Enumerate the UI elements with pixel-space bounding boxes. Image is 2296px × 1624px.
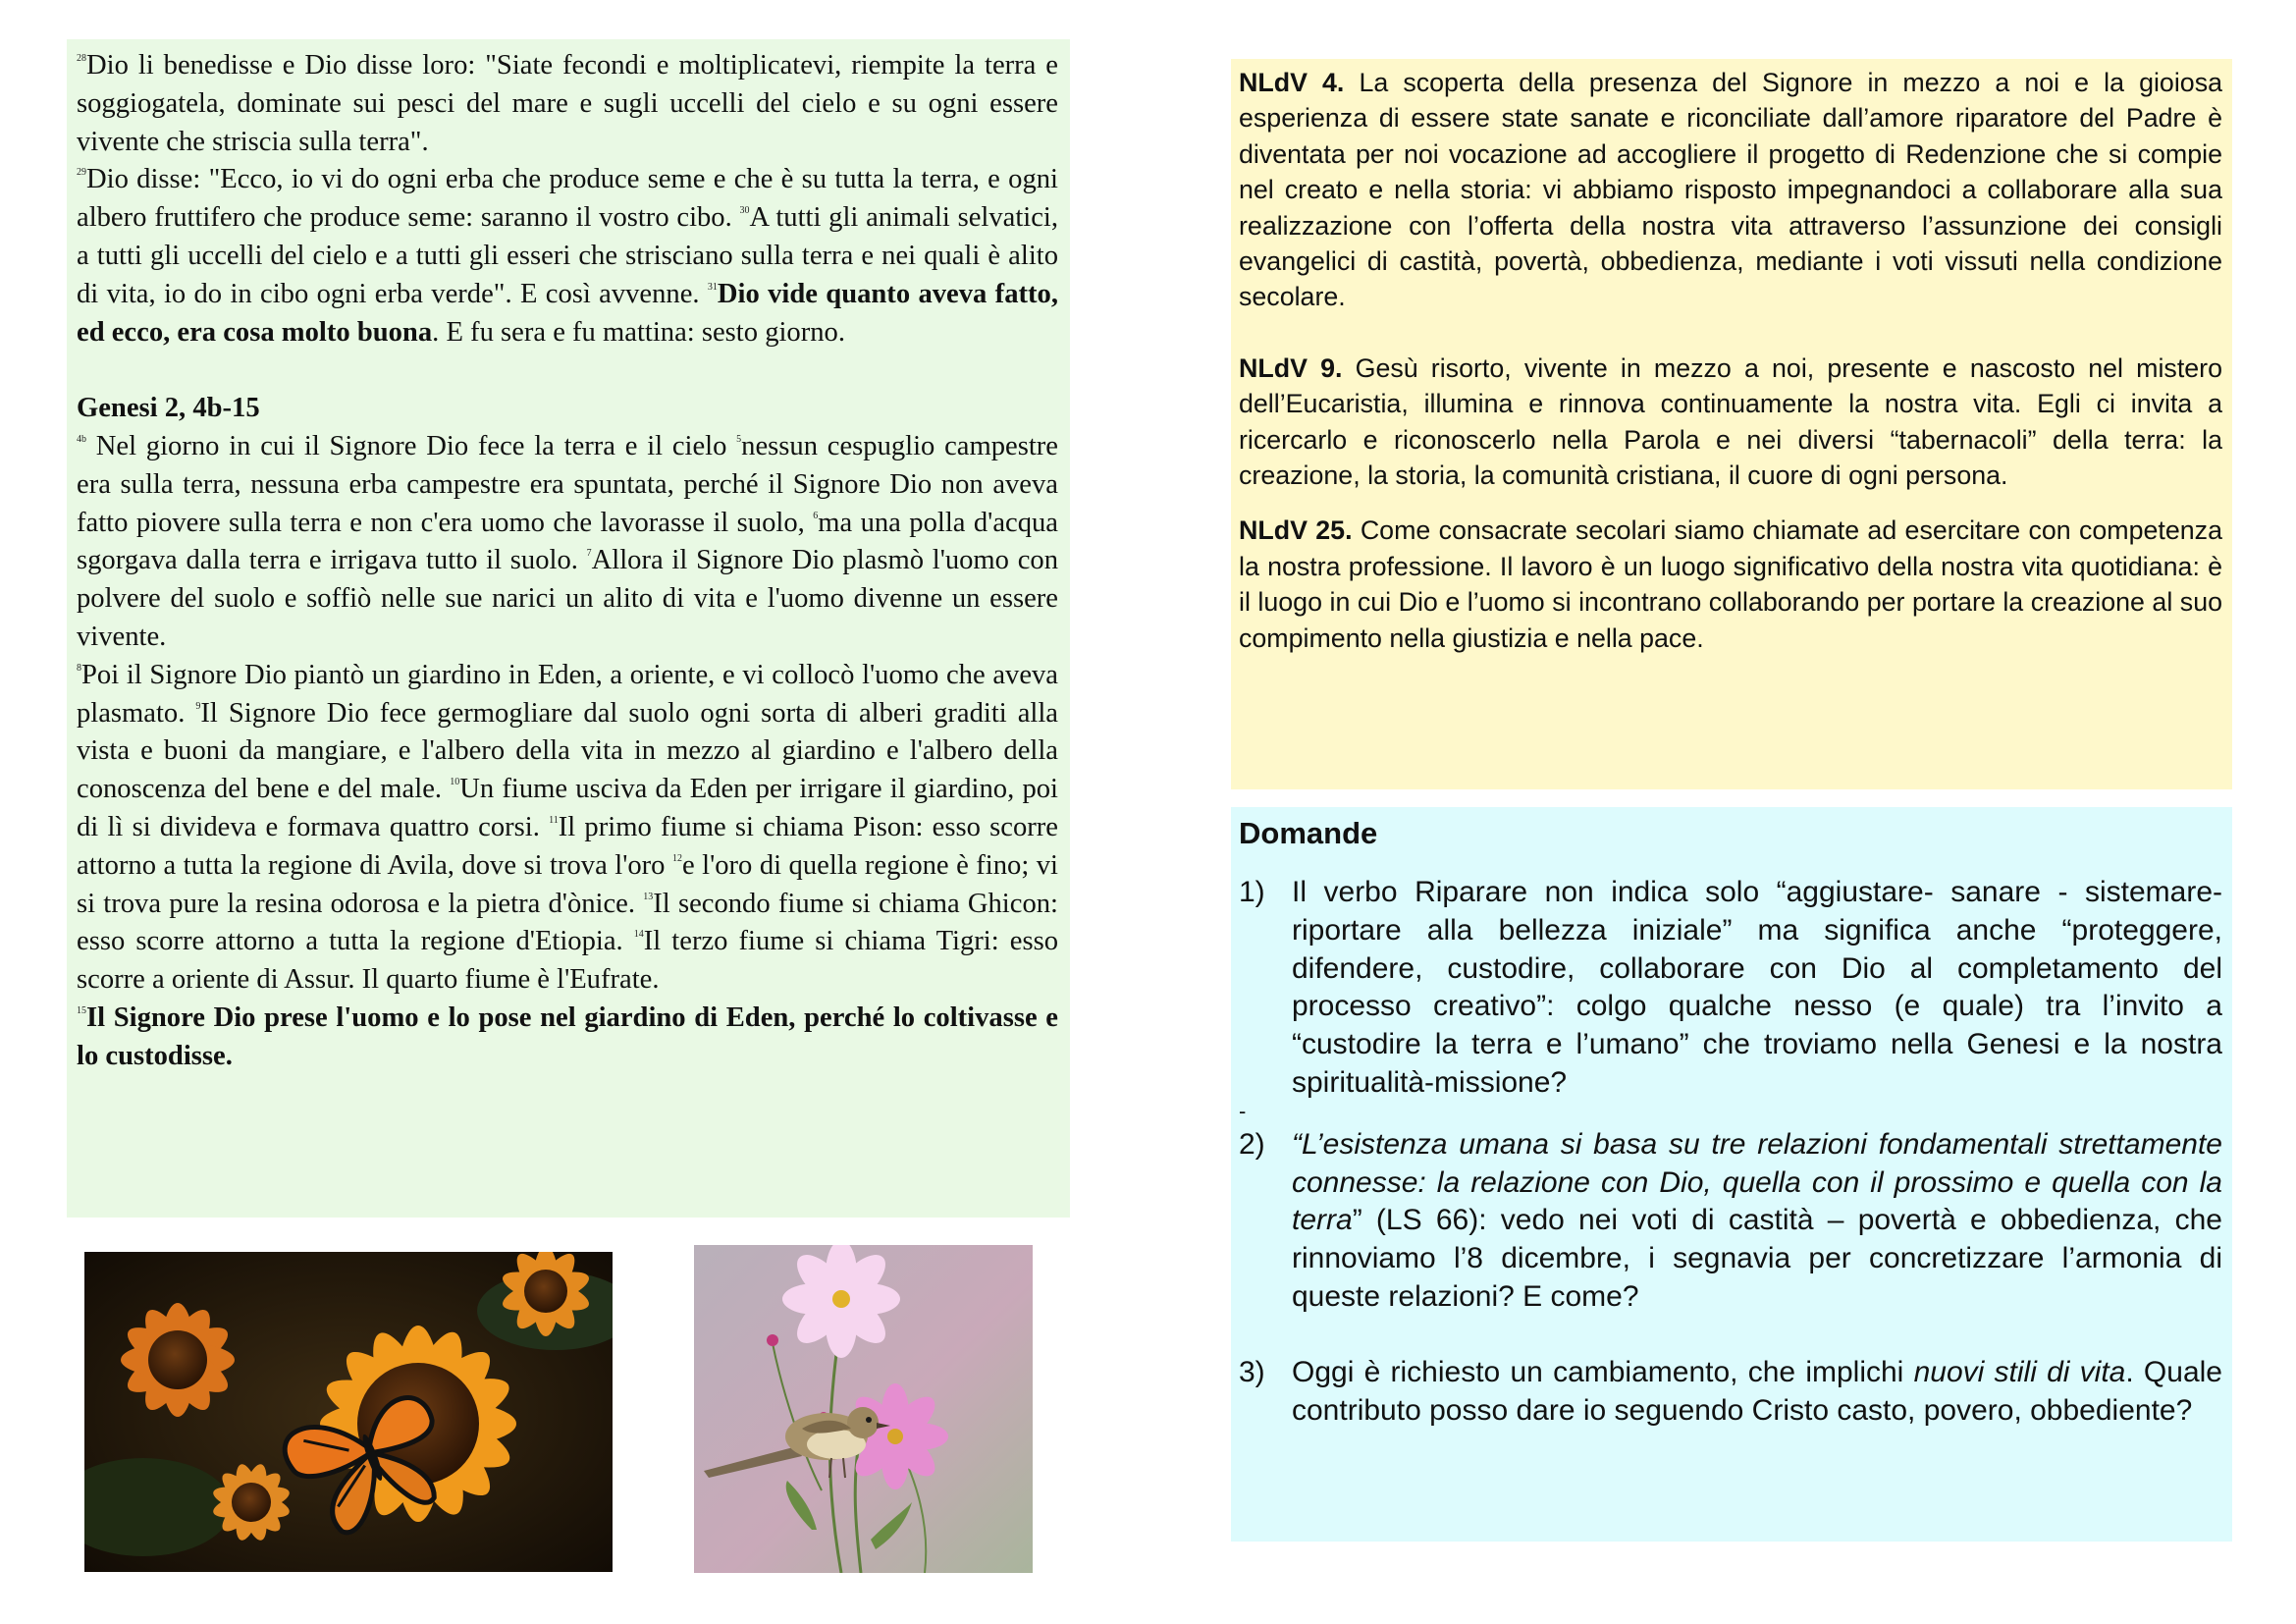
genesis-paragraph-3 [77, 428, 1058, 657]
verse-number: 4b [77, 433, 86, 445]
verse-text: Poi il Signore Dio piantò un giardino in Eden, a oriente, e vi collocò l'uomo che aveva plasmato. [77, 659, 1058, 729]
verse-text: Nel giorno in cui il Signore Dio fece la terra e il cielo [86, 430, 737, 461]
verse-text-bold: Dio vide quanto aveva fatto, ed ecco, era cosa molto buona [77, 278, 1058, 348]
question-text-part: . Quale contributo posso dare io seguendo Cristo casto, povero, obbediente? [1292, 1355, 2222, 1427]
verse-number: 9 [195, 700, 201, 712]
nldv-quotes-panel [1231, 59, 2232, 789]
nldv-label: NLdV 25. [1239, 515, 1353, 546]
verse-number: 10 [450, 777, 460, 788]
question-text: Il verbo Riparare non indica solo “aggiustare- sanare - sistemare-riportare alla bellezza iniziale” ma significa anche “proteggere, difendere, custodire, collaborare con Dio al completamento del processo creativo”: colgo qualche nesso (e quale) tra l’invito a “custodire la terra e l’umano” che troviamo nella Genesi e la nostra spiritualità-missione? [1292, 876, 2222, 1099]
bird-cosmos-flowers-photo [694, 1245, 1033, 1573]
verse-text: Il Signore Dio fece germogliare dal suolo ogni sorta di alberi graditi alla vista e buoni da mangiare, e l'albero della vita in mezzo al giardino e l'albero della conoscenza del bene e del male. [77, 697, 1058, 805]
verse-number: 29 [77, 167, 86, 179]
nldv-quote-25 [1239, 513, 2222, 656]
verse-number: 12 [671, 852, 682, 864]
genesis-text-panel [67, 39, 1070, 1218]
question-number: 1) [1239, 876, 1265, 908]
verse-text: Dio li benedisse e Dio disse loro: "Siate fecondi e moltiplicatevi, riempite la terra e soggiogatela, dominate sui pesci del mare e sugli uccelli del cielo e su ogni essere vivente che striscia sulla terra". [77, 50, 1058, 157]
verse-number: 13 [643, 891, 654, 902]
question-3 [1239, 1354, 2222, 1431]
nldv-label: NLdV 9. [1239, 352, 1343, 383]
verse-text: Il terzo fiume si chiama Tigri: esso scorre a oriente di Assur. Il quarto fiume è l'Eufrate. [77, 926, 1058, 996]
verse-text: Dio disse: "Ecco, io vi do ogni erba che produce seme e che è su tutta la terra, e ogni albero fruttifero che produce seme: saranno il vostro cibo. [77, 164, 1058, 234]
verse-number: 11 [549, 814, 559, 826]
question-number: 3) [1239, 1355, 1265, 1388]
verse-number: 14 [633, 929, 644, 941]
verse-number: 6 [813, 510, 819, 521]
verse-number: 30 [739, 205, 750, 217]
verse-number: 31 [707, 281, 718, 293]
question-text [1292, 1126, 2222, 1317]
verse-text: Allora il Signore Dio plasmò l'uomo con polvere del suolo e soffiò nelle sue narici un alito di vita e l'uomo divenne un essere vivente. [77, 545, 1059, 652]
sunflower-butterfly-photo [84, 1252, 613, 1572]
question-text-rest: ” (LS 66): vedo nei voti di castità – povertà e obbedienza, che rinnoviamo l’8 dicembre, i segnavia per concretizzare l’armonia di queste relazioni? E come? [1292, 1204, 2222, 1313]
genesis-paragraph-4 [77, 657, 1058, 1000]
verse-number: 8 [77, 662, 81, 674]
genesis-paragraph-1 [77, 47, 1058, 161]
question-text [1292, 1354, 2222, 1431]
verse-text: Un fiume usciva da Eden per irrigare il giardino, poi di lì si divideva e formava quattro corsi. [77, 774, 1058, 842]
question-2 [1239, 1126, 2222, 1317]
questions-panel [1231, 807, 2232, 1542]
genesis-paragraph-2 [77, 161, 1058, 352]
verse-text: . E fu sera e fu mattina: sesto giorno. [432, 316, 845, 348]
nldv-label: NLdV 4. [1239, 68, 1345, 97]
question-number: 2) [1239, 1127, 1265, 1161]
question-text-italic: nuovi stili di vita [1913, 1355, 2126, 1388]
section-heading: Genesi 2, 4b-15 [77, 393, 260, 424]
genesis-paragraph-5 [77, 1000, 1058, 1076]
nldv-quote-9 [1239, 351, 2222, 494]
nldv-text: Gesù risorto, vivente in mezzo a noi, presente e nascosto nel mistero dell’Eucaristia, illumina e rinnova continuamente la nostra vita. Egli ci invita a ricercarlo e riconoscerlo nella Parola e nei diversi “tabernacoli” della terra: la creazione, la storia, la comunità cristiana, il cuore di ogni persona. [1239, 352, 2222, 491]
question-text-part: Oggi è richiesto un cambiamento, che implichi [1292, 1355, 1914, 1388]
verse-text-bold: Il Signore Dio prese l'uomo e lo pose nel giardino di Eden, perché lo coltivasse e lo custodisse. [77, 1001, 1058, 1071]
verse-text: nessun cespuglio campestre era sulla terra, nessuna erba campestre era spuntata, perché il Signore Dio non aveva fatto piovere sulla terra e non c'era uomo che lavorasse il suolo, [77, 430, 1059, 538]
verse-text: e l'oro di quella regione è fino; vi si trova pure la resina odorosa e la pietra d'ònice. [77, 849, 1058, 919]
question-quote-italic: “L’esistenza umana si basa su tre relazioni fondamentali strettamente connesse: la relazione con Dio, quella con il prossimo e quella con la terra [1292, 1127, 2222, 1237]
verse-text: Il secondo fiume si chiama Ghicon: esso scorre attorno a tutta la regione d'Etiopia. [77, 888, 1058, 957]
verse-text: Il primo fiume si chiama Pison: esso scorre attorno a tutta la regione di Avila, dove si trova l'oro [77, 811, 1058, 881]
verse-number: 5 [736, 433, 742, 445]
nldv-text: Come consacrate secolari siamo chiamate ad esercitare con competenza la nostra professione. Il lavoro è un luogo significativo della nostra vita quotidiana: è il luogo in cui Dio e l’uomo si incontrano collaborando per portare la creazione al suo compimento nella giustizia e nella pace. [1239, 515, 2222, 653]
verse-text: ma una polla d'acqua sgorgava dalla terra e irrigava tutto il suolo. [77, 507, 1058, 576]
verse-number: 28 [77, 53, 86, 64]
question-1 [1239, 874, 2222, 1103]
stray-dash: - [1239, 1098, 1247, 1123]
verse-number: 15 [77, 1004, 86, 1016]
verse-text: A tutti gli animali selvatici, a tutti gli uccelli del cielo e a tutti gli esseri che strisciano sulla terra e nei quali è alito di vita, io do in cibo ogni erba verde". E così avvenne. [77, 202, 1059, 309]
nldv-quote-4 [1239, 65, 2222, 315]
questions-title: Domande [1239, 816, 1378, 850]
nldv-text: La scoperta della presenza del Signore in mezzo a noi e la gioiosa esperienza di essere state sanate e riconciliate dall’amore riparatore del Padre è diventata per noi vocazione ad accogliere il progetto di Redenzione che si compie nel creato e nella storia: vi abbiamo risposto impegnandoci a collaborare alla sua realizzazione con l’offerta della nostra vita attraverso l’assunzione dei consigli evangelici di castità, povertà, obbedienza, mediante i voti vissuti nella condizione secolare. [1239, 68, 2222, 312]
verse-number: 7 [586, 548, 592, 560]
